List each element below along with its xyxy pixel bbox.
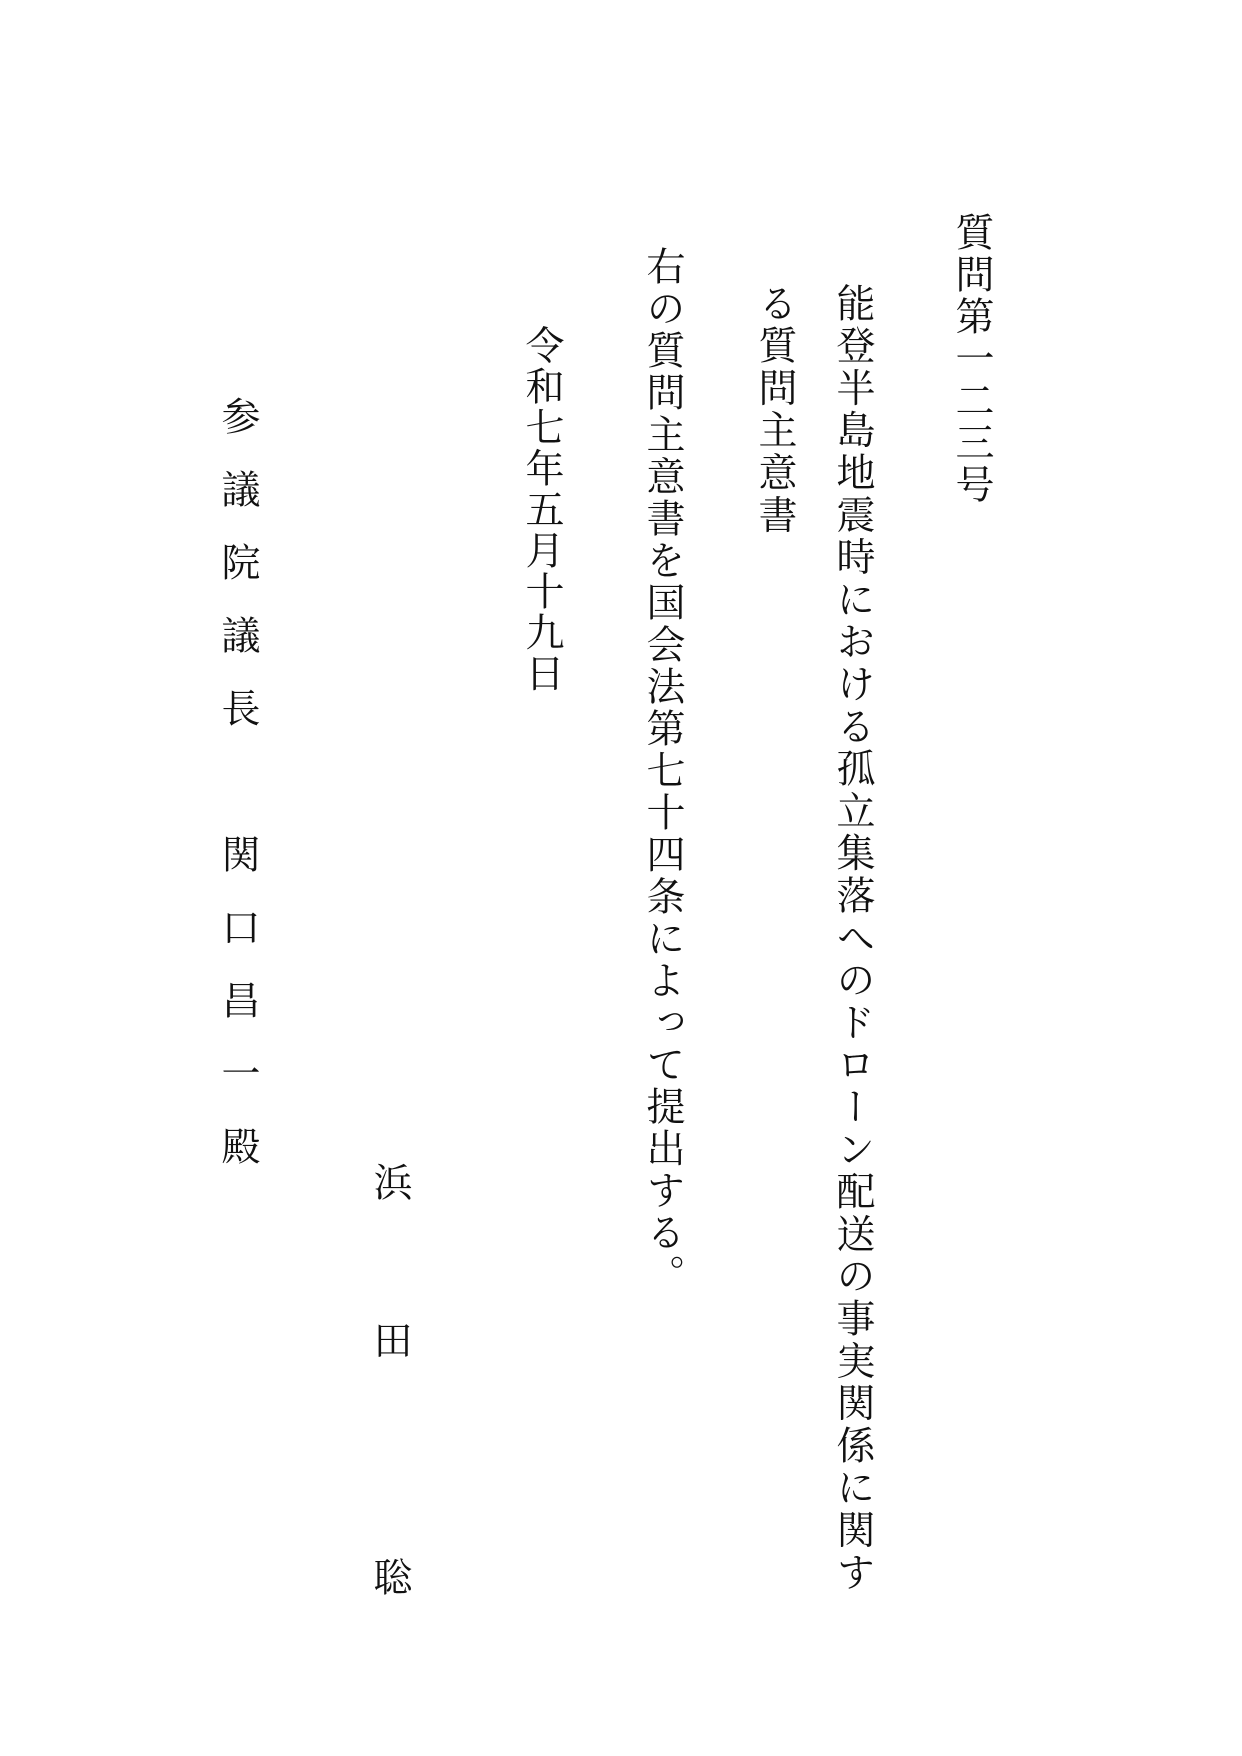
question-number: 質問第一二三号 <box>949 212 994 506</box>
submitter-name: 浜 田 聡 <box>367 1162 412 1636</box>
submission-statement: 右の質問主意書を国会法第七十四条によって提出する。 <box>640 246 685 1296</box>
submission-date: 令和七年五月十九日 <box>519 325 564 694</box>
addressee: 参議院議長 関口昌一殿 <box>215 396 260 1199</box>
question-subject: 能登半島地震時における孤立集落へのドローン配送の事実関係に関する質問主意書 <box>752 283 875 1595</box>
